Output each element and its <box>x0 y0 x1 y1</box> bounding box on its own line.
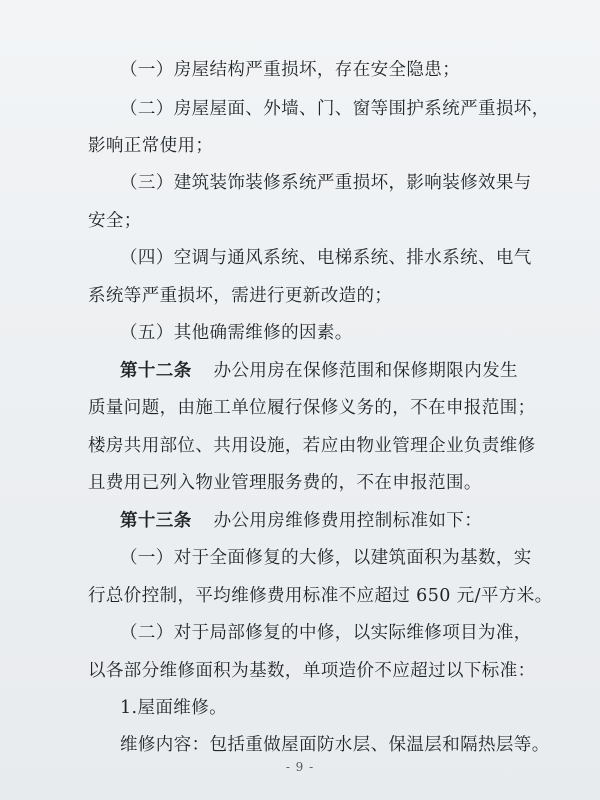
text-line: （一）对于全面修复的大修，以建筑面积为基数，实 <box>120 548 532 568</box>
text-line: （二）对于局部修复的中修，以实际维修项目为准， <box>120 623 532 643</box>
article-12-paragraph <box>120 359 518 383</box>
text-line: 安全； <box>88 211 142 231</box>
text-line: 以各部分维修面积为基数，单项造价不应超过以下标准： <box>88 661 536 681</box>
text-line: （四）空调与通风系统、电梯系统、排水系统、电气 <box>120 248 532 268</box>
page-number: - 9 - <box>285 760 315 774</box>
article-13-paragraph <box>120 509 482 533</box>
text-line: （二）房屋屋面、外墙、门、窗等围护系统严重损坏， <box>120 99 550 119</box>
text-line: 楼房共用部位、共用设施，若应由物业管理企业负责维修 <box>88 436 536 456</box>
text-line: （三）建筑装饰装修系统严重损坏，影响装修效果与 <box>120 173 532 193</box>
text-line: 且费用已列入物业管理服务费的，不在申报范围。 <box>88 473 482 493</box>
text-line: 维修内容：包括重做屋面防水层、保温层和隔热层等。 <box>120 735 550 755</box>
article-12-heading: 第十二条 <box>120 361 192 381</box>
text-line: 影响正常使用； <box>88 136 214 156</box>
text-line: （一）房屋结构严重损坏，存在安全隐患； <box>120 60 461 80</box>
text-span: 办公用房在保修范围和保修期限内发生 <box>213 361 518 381</box>
article-13-heading: 第十三条 <box>120 511 192 531</box>
text-line: 行总价控制，平均维修费用标准不应超过 650 元/平方米。 <box>88 586 553 606</box>
text-line: （五）其他确需维修的因素。 <box>120 323 353 343</box>
text-line: 1.屋面维修。 <box>120 698 227 718</box>
text-line: 系统等严重损坏，需进行更新改造的； <box>88 286 393 306</box>
text-line: 质量问题，由施工单位履行保修义务的，不在申报范围； <box>88 398 536 418</box>
text-span: 办公用房维修费用控制标准如下： <box>213 511 483 531</box>
